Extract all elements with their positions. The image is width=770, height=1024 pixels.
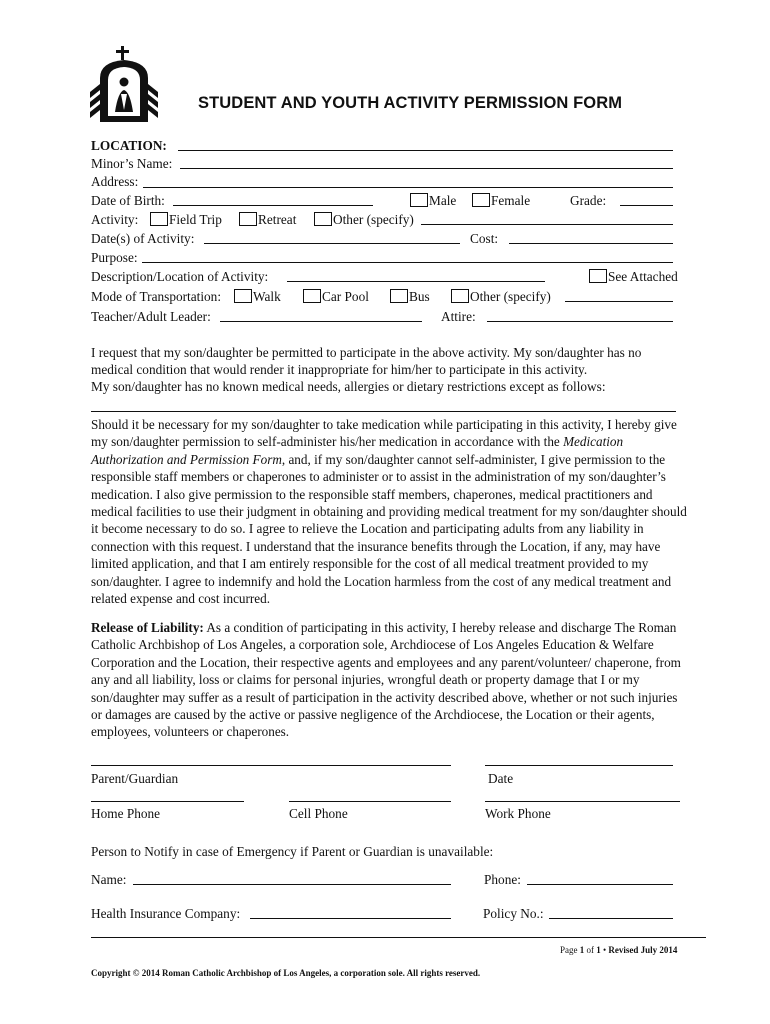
date-label: Date [488, 771, 514, 786]
car-pool-label: Car Pool [322, 289, 369, 304]
male-label: Male [429, 193, 457, 208]
female-label: Female [491, 193, 531, 208]
emergency-name-label: Name: [91, 872, 127, 887]
emergency-phone-label: Phone: [484, 872, 521, 887]
location-field[interactable] [178, 150, 673, 151]
cell-phone-label: Cell Phone [289, 806, 348, 821]
activity-label: Activity: [91, 212, 139, 227]
female-checkbox[interactable] [472, 193, 490, 207]
other-transport-label: Other (specify) [470, 289, 551, 304]
teacher-label: Teacher/Adult Leader: [91, 309, 211, 324]
description-field[interactable] [287, 281, 545, 282]
other-activity-label: Other (specify) [333, 212, 414, 227]
emergency-name-field[interactable] [133, 884, 451, 885]
field-trip-checkbox[interactable] [150, 212, 168, 226]
walk-checkbox[interactable] [234, 289, 252, 303]
home-phone-label: Home Phone [91, 806, 161, 821]
parent-signature-field[interactable] [91, 765, 451, 766]
other-transport-checkbox[interactable] [451, 289, 469, 303]
bus-label: Bus [409, 289, 430, 304]
release-heading: Release of Liability: [91, 620, 204, 635]
dob-label: Date of Birth: [91, 193, 165, 208]
page-of: of [586, 945, 594, 955]
other-activity-checkbox[interactable] [314, 212, 332, 226]
page-label: Page [560, 945, 578, 955]
dates-field[interactable] [204, 243, 460, 244]
medication-form-title: Medication Authorization and Permission Form [91, 434, 624, 467]
medication-text-pre: Should it be necessary for my son/daughter to take medication while participating in this activity, I hereby give my son/daughter permission to self-administer his/her medication in accordance with the [91, 417, 677, 450]
see-attached-checkbox[interactable] [589, 269, 607, 283]
medication-paragraph [91, 416, 691, 607]
minor-name-label: Minor’s Name: [91, 156, 173, 171]
teacher-field[interactable] [220, 321, 422, 322]
emergency-phone-field[interactable] [527, 884, 673, 885]
page-total: 1 [596, 945, 601, 955]
health-insurance-field[interactable] [250, 918, 451, 919]
request-line-1: I request that my son/daughter be permitted to participate in the above activity. My son/daughter has no [91, 345, 642, 360]
request-line-3: My son/daughter has no known medical needs, allergies or dietary restrictions except as follows: [91, 379, 606, 394]
request-line-2: medical condition that would render it inappropriate for him/her to participate in this activity. [91, 362, 588, 377]
home-phone-field[interactable] [91, 801, 244, 802]
attire-label: Attire: [441, 309, 476, 324]
car-pool-checkbox[interactable] [303, 289, 321, 303]
address-field[interactable] [143, 187, 673, 188]
medication-text-post: , and, if my son/daughter cannot self-administer, I give permission to the responsible staff members or chaperones to administer or to assist in the administration of my son/daughter’s medication. I also give permission to the responsible staff members, chaperones, medical practitioners and medical facilities to use their judgment in obtaining and providing medical treatment for my son/daughter should it become necessary to do so. I agree to relieve the Location and participating adults from any liability in connection with this request. I understand that the insurance benefits through the Location, if any, may have limited application, and that I am entirely responsible for the cost of all medical treatment provided to my son/daughter. I agree to indemnify and hold the Location harmless from the cost of any medical treatment and related expense and cost incurred. [91, 451, 687, 607]
work-phone-label: Work Phone [485, 806, 551, 821]
date-field[interactable] [485, 765, 673, 766]
revised-date: Revised July 2014 [608, 945, 678, 955]
release-body: As a condition of participating in this activity, I hereby release and discharge The Roman Catholic Archbishop of Los Angeles, a corporation sole, Archdiocese of Los Angeles Education & Welfare Corporation and the Location, their respective agents and employees and any parent/volunteer/ chaperone, from any and all liability, loss or claims for personal injuries, wrongful death or property damage that I or my son/daughter may suffer as a result of participation in the activity described above, whether or not such injuries or damages are caused by the active or passive negligence of the Archdiocese, the Location or their agents, employees, volunteers or chaperones. [91, 620, 681, 740]
page-indicator [560, 942, 677, 958]
page-number: 1 [579, 945, 585, 955]
medical-needs-field[interactable] [91, 411, 676, 412]
grade-label: Grade: [570, 193, 607, 208]
male-checkbox[interactable] [410, 193, 428, 207]
work-phone-field[interactable] [485, 801, 680, 802]
copyright: Copyright © 2014 Roman Catholic Archbishop of Los Angeles, a corporation sole. All rights reserved. [91, 968, 481, 978]
other-transport-field[interactable] [565, 301, 673, 302]
bullet-icon: • [603, 945, 607, 955]
form-title: STUDENT AND YOUTH ACTIVITY PERMISSION FORM [198, 94, 623, 112]
policy-label: Policy No.: [483, 906, 544, 921]
other-activity-field[interactable] [421, 224, 673, 225]
retreat-label: Retreat [258, 212, 297, 227]
grade-field[interactable] [620, 205, 673, 206]
dates-label: Date(s) of Activity: [91, 231, 195, 246]
attire-field[interactable] [487, 321, 673, 322]
parent-label: Parent/Guardian [91, 771, 179, 786]
bus-checkbox[interactable] [390, 289, 408, 303]
health-insurance-label: Health Insurance Company: [91, 906, 241, 921]
purpose-field[interactable] [142, 262, 673, 263]
description-label: Description/Location of Activity: [91, 269, 269, 284]
footer-rule [91, 937, 706, 938]
archdiocese-seal-icon [88, 44, 160, 124]
address-label: Address: [91, 174, 139, 189]
purpose-label: Purpose: [91, 250, 138, 265]
see-attached-label: See Attached [608, 269, 678, 284]
cost-label: Cost: [470, 231, 499, 246]
minor-name-field[interactable] [180, 168, 673, 169]
transport-label: Mode of Transportation: [91, 289, 222, 304]
policy-field[interactable] [549, 918, 673, 919]
cost-field[interactable] [509, 243, 673, 244]
retreat-checkbox[interactable] [239, 212, 257, 226]
release-paragraph [91, 619, 691, 741]
walk-label: Walk [253, 289, 281, 304]
dob-field[interactable] [173, 205, 373, 206]
field-trip-label: Field Trip [169, 212, 222, 227]
location-label: LOCATION: [91, 138, 167, 153]
cell-phone-field[interactable] [289, 801, 451, 802]
emergency-intro: Person to Notify in case of Emergency if Parent or Guardian is unavailable: [91, 844, 494, 859]
